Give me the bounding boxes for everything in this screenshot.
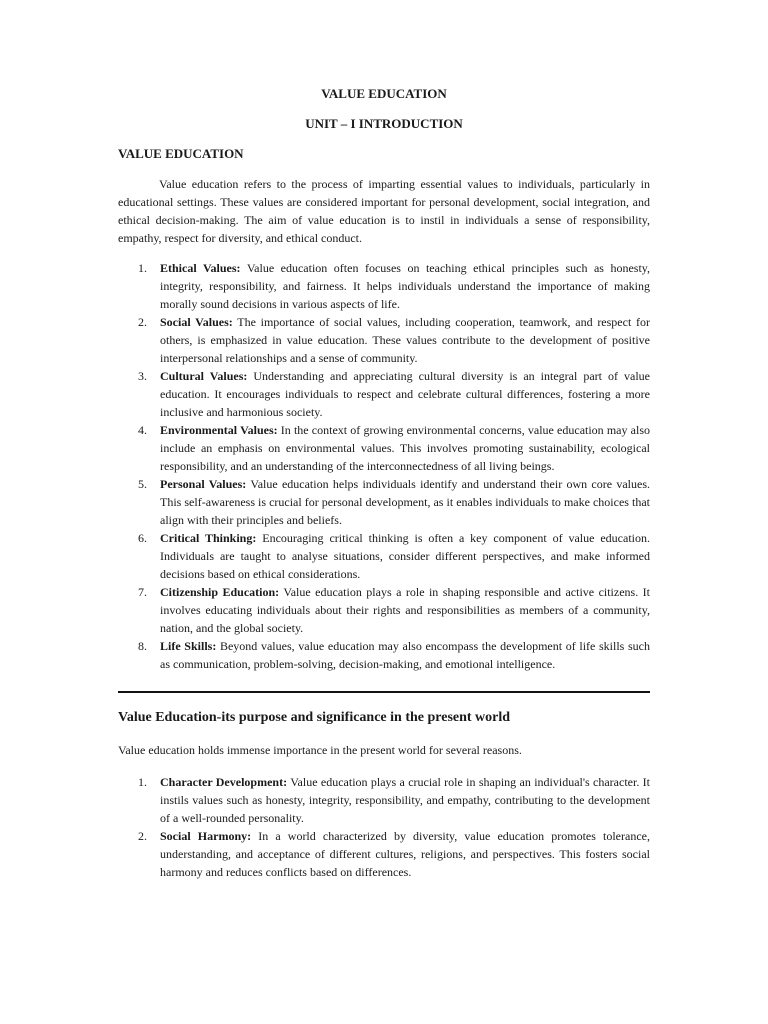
document-title: VALUE EDUCATION bbox=[321, 86, 447, 101]
list-item bbox=[118, 367, 650, 421]
list-text: Understanding and appreciating cultural diversity is an integral part of value education. It encourages individuals to respect and celebrate cultural differences, fostering a more inclusive and harmonious society. bbox=[160, 369, 650, 419]
list-text: In a world characterized by diversity, value education promotes tolerance, understanding, and acceptance of different cultures, religions, and perspectives. This fosters social harmony and reduces conflicts based on differences. bbox=[160, 829, 650, 879]
list-item bbox=[118, 421, 650, 475]
list-item bbox=[118, 529, 650, 583]
list-number: 2. bbox=[138, 829, 147, 843]
list-item bbox=[118, 313, 650, 367]
list-term: Citizenship Education: bbox=[160, 585, 280, 599]
section2-intro: Value education holds immense importance in the present world for several reasons. bbox=[118, 743, 522, 757]
list-text: In the context of growing environmental concerns, value education may also include an emphasis on environmental values. This involves promoting sustainability, ecological responsibility, and an understanding of the interconnectedness of all living beings. bbox=[160, 423, 651, 473]
list-number: 7. bbox=[138, 585, 147, 599]
list-term: Social Harmony: bbox=[160, 829, 252, 843]
list-item bbox=[118, 773, 650, 827]
list-number: 3. bbox=[138, 369, 147, 383]
section-divider bbox=[118, 691, 650, 693]
values-list bbox=[118, 259, 650, 673]
section2-heading: Value Education-its purpose and significance in the present world bbox=[118, 710, 511, 725]
list-item bbox=[118, 475, 650, 529]
list-text: Beyond values, value education may also encompass the development of life skills such as communication, problem-solving, decision-making, and emotional intelligence. bbox=[160, 639, 650, 671]
list-item bbox=[118, 583, 650, 637]
list-number: 1. bbox=[138, 775, 147, 789]
list-number: 1. bbox=[138, 261, 147, 275]
list-item bbox=[118, 637, 650, 673]
unit-title: UNIT – I INTRODUCTION bbox=[305, 116, 463, 131]
list-item bbox=[118, 259, 650, 313]
significance-list bbox=[118, 773, 650, 881]
intro-paragraph: Value education refers to the process of imparting essential values to individuals, particularly in educational settings. These values are considered important for personal development, social integration, and ethical decision-making. The aim of value education is to instil in individuals a sense of responsibility, empathy, respect for diversity, and ethical conduct. bbox=[118, 177, 650, 245]
list-number: 5. bbox=[138, 477, 147, 491]
list-text: Value education plays a crucial role in shaping an individual's character. It instils values such as honesty, integrity, responsibility, and empathy, contributing to the development of a well-rounded personality. bbox=[160, 775, 650, 825]
list-term: Environmental Values: bbox=[160, 423, 278, 437]
list-text: Value education often focuses on teaching ethical principles such as honesty, integrity, responsibility, and fairness. It helps individuals understand the importance of making morally sound decisions in various aspects of life. bbox=[160, 261, 651, 311]
list-term: Ethical Values: bbox=[160, 261, 241, 275]
list-term: Social Values: bbox=[160, 315, 233, 329]
list-term: Critical Thinking: bbox=[160, 531, 257, 545]
list-term: Character Development: bbox=[160, 775, 288, 789]
list-text: Value education plays a role in shaping responsible and active citizens. It involves educating individuals about their rights and responsibilities as members of a community, nation, and the global society. bbox=[160, 585, 651, 635]
list-text: The importance of social values, including cooperation, teamwork, and respect for others, is emphasized in value education. These values contribute to the development of positive interpersonal relationships and a sense of community. bbox=[160, 315, 651, 365]
section-heading: VALUE EDUCATION bbox=[118, 146, 244, 161]
list-number: 6. bbox=[138, 531, 147, 545]
list-text: Value education helps individuals identify and understand their own core values. This self-awareness is crucial for personal development, as it enables individuals to make choices that align with their principles and beliefs. bbox=[160, 477, 650, 527]
list-number: 8. bbox=[138, 639, 147, 653]
list-term: Life Skills: bbox=[160, 639, 217, 653]
list-item bbox=[118, 827, 650, 881]
list-text: Encouraging critical thinking is often a key component of value education. Individuals are taught to analyse situations, consider different perspectives, and make informed decisions based on ethical considerations. bbox=[160, 531, 650, 581]
list-number: 2. bbox=[138, 315, 147, 329]
list-term: Personal Values: bbox=[160, 477, 247, 491]
list-term: Cultural Values: bbox=[160, 369, 248, 383]
list-number: 4. bbox=[138, 423, 147, 437]
